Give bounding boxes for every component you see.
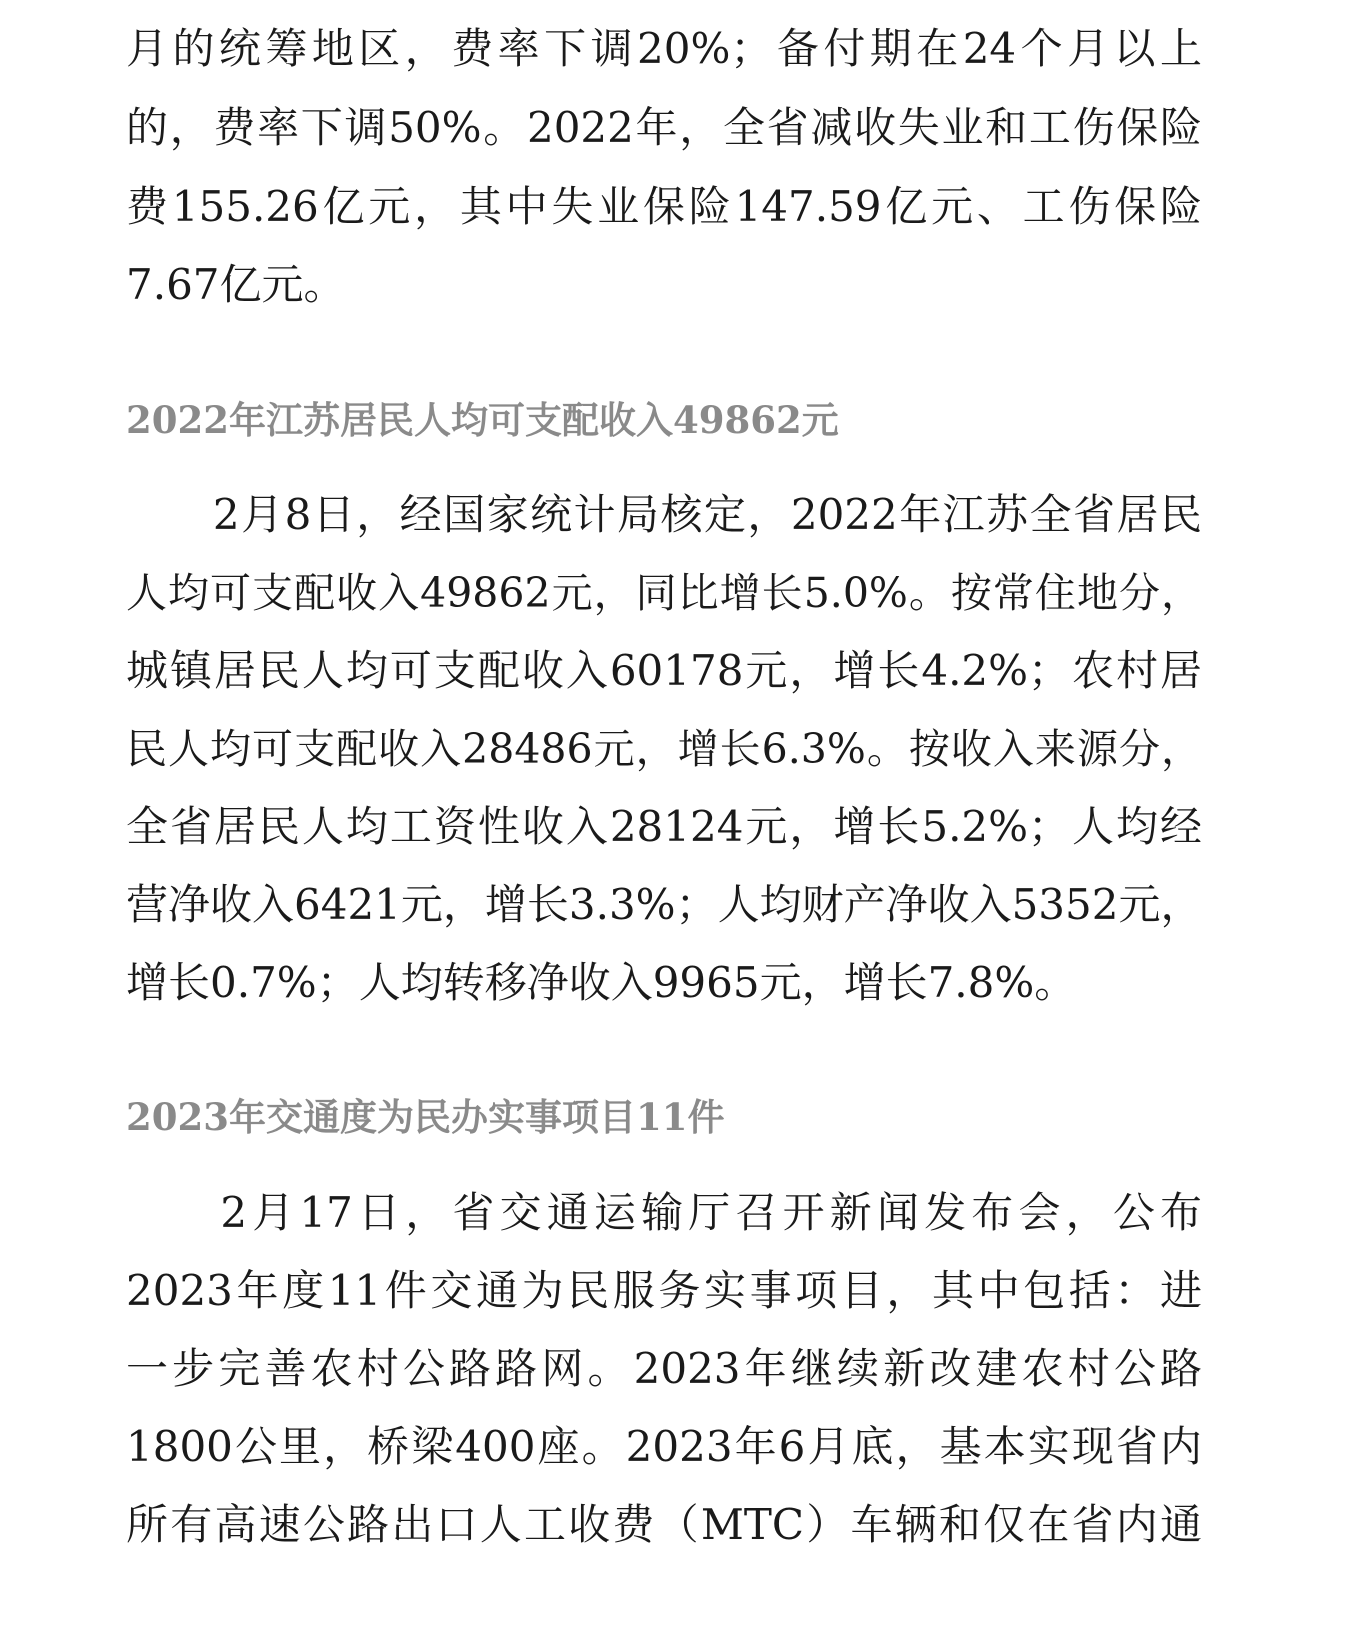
transport-line-4: 1800公里，桥梁400座。2023年6月底，基本实现省内 [126,1422,1202,1471]
intro-line-2: 的，费率下调50%。2022年，全省减收失业和工伤保险 [126,103,1202,152]
intro-line-1: 月的统筹地区，费率下调20%；备付期在24个月以上 [126,24,1202,73]
intro-line-4: 7.67亿元。 [126,260,346,309]
transport-section-heading: 2023年交通度为民办实事项目11件 [126,1095,725,1139]
income-line-7: 增长0.7%；人均转移净收入9965元，增长7.8%。 [126,958,1077,1007]
income-line-2: 人均可支配收入49862元，同比增长5.0%。按常住地分， [126,569,1202,617]
transport-line-3: 一步完善农村公路路网。2023年继续新改建农村公路 [126,1344,1202,1393]
income-line-1: 2月8日，经国家统计局核定，2022年江苏全省居民 [126,490,1202,539]
intro-line-3: 费155.26亿元，其中失业保险147.59亿元、工伤保险 [126,182,1202,231]
transport-line-1: 2月17日，省交通运输厅召开新闻发布会，公布 [126,1188,1202,1237]
income-section-heading: 2022年江苏居民人均可支配收入49862元 [126,398,839,442]
income-line-6: 营净收入6421元，增长3.3%；人均财产净收入5352元， [126,880,1203,929]
transport-line-2: 2023年度11件交通为民服务实事项目，其中包括：进 [126,1266,1202,1315]
income-line-5: 全省居民人均工资性收入28124元，增长5.2%；人均经 [126,802,1202,851]
income-line-4: 民人均可支配收入28486元，增长6.3%。按收入来源分， [126,725,1202,773]
income-line-3: 城镇居民人均可支配收入60178元，增长4.2%；农村居 [126,646,1202,695]
transport-line-5: 所有高速公路出口人工收费（MTC）车辆和仅在省内通 [126,1500,1202,1549]
